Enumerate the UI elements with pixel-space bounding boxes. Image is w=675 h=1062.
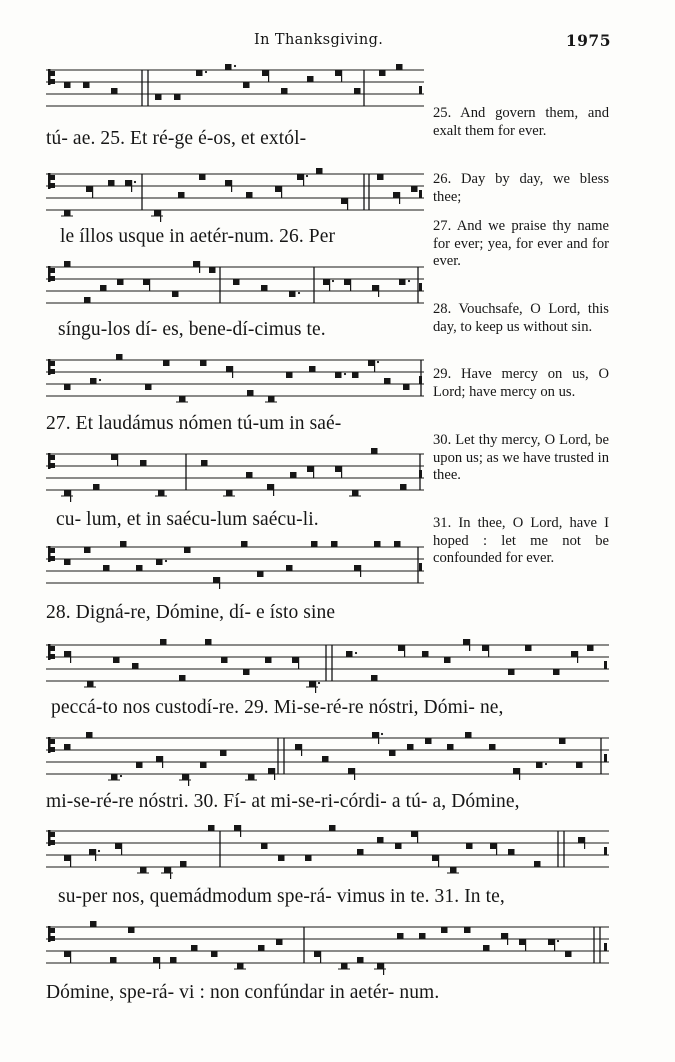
chant-lyric-line: mi-se-ré-re nóstri. 30. Fí- at mi-se-ri-córdi- a tú- a, Dómine, bbox=[46, 791, 520, 812]
chant-staff bbox=[46, 539, 424, 597]
chant-staff bbox=[46, 166, 424, 224]
chant-lyric-line: Dómine, spe-rá- vi : non confúndar in aetér- num. bbox=[46, 982, 440, 1003]
chant-lyric-line: cu- lum, et in saécu-lum saécu-li. bbox=[56, 509, 319, 530]
chant-staff bbox=[46, 919, 609, 977]
page-number: 1975 bbox=[565, 31, 611, 50]
chant-staff bbox=[46, 62, 424, 120]
chant-lyric-line: peccá-to nos custodí-re. 29. Mi-se-ré-re nóstri, Dómi- ne, bbox=[51, 697, 504, 718]
chant-staff bbox=[46, 352, 424, 410]
chant-staff bbox=[46, 637, 609, 695]
chant-lyric-line: 27. Et laudámus nómen tú-um in saé- bbox=[46, 413, 342, 434]
translation-verse-30: 30. Let thy mercy, O Lord, be upon us; as we have trusted in thee. bbox=[433, 432, 609, 484]
translation-verse-26: 26. Day by day, we bless thee; bbox=[433, 171, 609, 205]
chant-lyric-line: su-per nos, quemádmodum spe-rá- vimus in te. 31. In te, bbox=[58, 886, 505, 907]
translation-verse-31: 31. In thee, O Lord, have I hoped : let me not be confounded for ever. bbox=[433, 515, 609, 567]
translation-verse-28: 28. Vouchsafe, O Lord, this day, to keep us without sin. bbox=[433, 301, 609, 335]
chant-lyric-line: le íllos usque in aetér-num. 26. Per bbox=[60, 226, 336, 247]
translation-verse-25: 25. And govern them, and exalt them for ever. bbox=[433, 105, 609, 139]
running-header-title: In Thanksgiving. bbox=[254, 32, 384, 48]
chant-lyric-line: síngu-los dí- es, bene-dí-cimus te. bbox=[58, 319, 326, 340]
chant-lyric-line: tú- ae. 25. Et ré-ge é-os, et extól- bbox=[46, 128, 307, 149]
chant-staff bbox=[46, 446, 424, 504]
translation-verse-27: 27. And we praise thy name for ever; yea, for ever and for ever. bbox=[433, 218, 609, 270]
chant-staff bbox=[46, 730, 609, 788]
translation-verse-29: 29. Have mercy on us, O Lord; have mercy on us. bbox=[433, 366, 609, 400]
chant-lyric-line: 28. Digná-re, Dómine, dí- e ísto sine bbox=[46, 602, 336, 623]
chant-staff bbox=[46, 823, 609, 881]
chant-staff bbox=[46, 259, 424, 317]
